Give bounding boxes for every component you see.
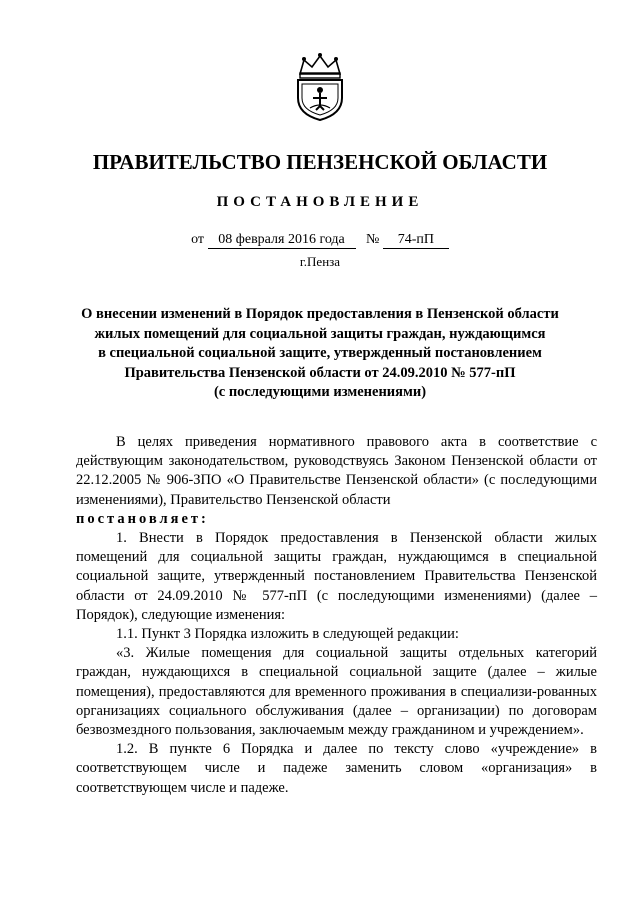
item-1-2: 1.2. В пункте 6 Порядка и далее по тексту слово «учреждение» в соответствующем числе и падеже заменить словом «организация» в соответствующем числе и падеже. — [76, 741, 597, 796]
document-date: 08 февраля 2016 года — [208, 232, 356, 249]
organization-name: ПРАВИТЕЛЬСТВО ПЕНЗЕНСКОЙ ОБЛАСТИ — [92, 150, 548, 174]
item-1: 1. Внести в Порядок предоставления в Пензенской области жилых помещений для социальной защиты граждан, нуждающимся в специальной социальной защите, утвержденный постановлением Правительства Пензенской области от 24.09.2010 № 577-пП (с последующими изменениями) (далее – Порядок), следующие изменения: — [76, 530, 597, 623]
title-line: Правительства Пензенской области от 24.09.2010 № 577-пП — [124, 364, 516, 381]
title-line: в специальной социальной защите, утвержденный постановлением — [98, 345, 542, 361]
document-title — [60, 305, 580, 403]
title-line: (с последующими изменениями) — [213, 384, 427, 400]
title-line: О внесении изменений в Порядок предоставления в Пензенской области — [81, 306, 559, 322]
number-sign: № — [366, 232, 380, 247]
penza-coat-of-arms-icon — [290, 52, 350, 122]
resolves-keyword: постановляет: — [76, 510, 209, 527]
preamble-text: В целях приведения нормативного правового акта в соответствие с действующим законодательством, руководствуясь Законом Пензенской области от 22.12.2005 № 906-ЗПО «О Правительстве Пензенской области» (с последующими изменениями), Правительство Пензенской области — [76, 434, 597, 508]
item-1-1: 1.1. Пункт 3 Порядка изложить в следующей редакции: — [116, 626, 459, 643]
date-prefix: от — [191, 232, 205, 247]
date-number-line — [0, 232, 640, 249]
title-line: жилых помещений для социальной защиты граждан, нуждающимся — [94, 325, 546, 342]
document-number: 74-пП — [383, 232, 449, 249]
document-body — [76, 433, 597, 798]
city: г.Пенза — [299, 254, 341, 269]
document-type: ПОСТАНОВЛЕНИЕ — [216, 194, 424, 210]
item-1-1-text: «3. Жилые помещения для социальной защиты отдельных категорий граждан, нуждающихся в специальной социальной защите (далее – жилые помещения), предоставляются для временного проживания в специализи-рованных организациях социального обслуживания (далее – организации) по договорам безвозмездного пользования, заключаемым между гражданином и учреждением». — [76, 645, 597, 739]
preamble-paragraph — [76, 433, 597, 529]
